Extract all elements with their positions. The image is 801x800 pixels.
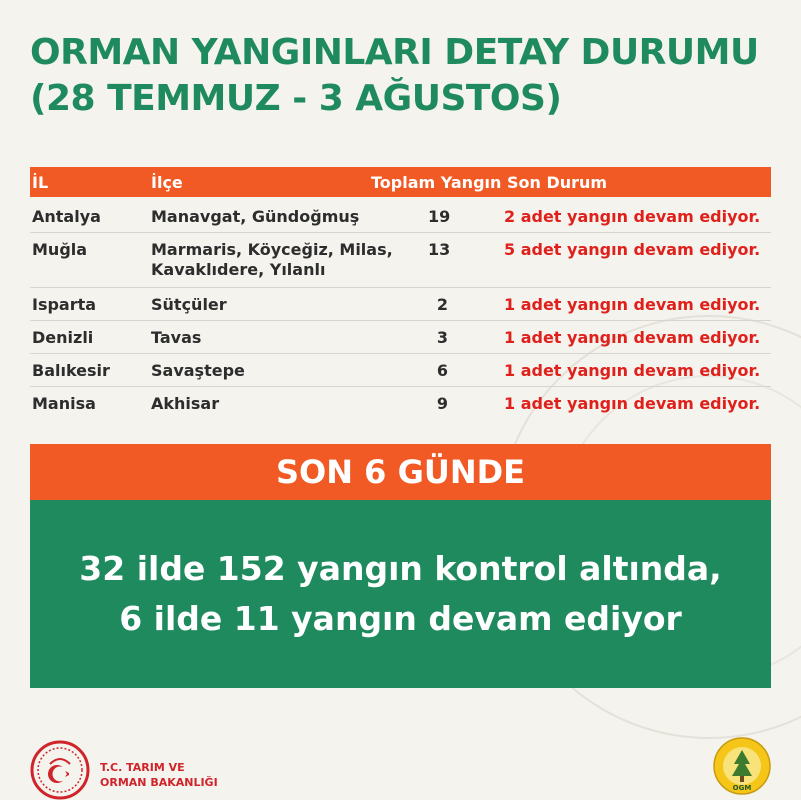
table-row [30, 200, 771, 233]
table-row [30, 321, 771, 354]
cell-ilce-line2: Kavaklıdere, Yılanlı [151, 260, 326, 279]
cell-toplam: 3 [436, 328, 448, 347]
cell-durum: 1 adet yangın devam ediyor. [504, 361, 761, 380]
table-row [30, 288, 771, 321]
summary-line-2: 6 ilde 11 yangın devam ediyor [119, 599, 682, 638]
ogm-badge-text: OGM [732, 784, 752, 792]
cell-il: Isparta [32, 295, 97, 314]
table-row [30, 387, 771, 419]
cell-il: Denizli [32, 328, 94, 347]
cell-durum: 5 adet yangın devam ediyor. [504, 240, 761, 259]
summary-heading: SON 6 GÜNDE [30, 444, 771, 500]
cell-durum: 1 adet yangın devam ediyor. [504, 295, 761, 314]
cell-ilce: Savaştepe [151, 361, 245, 380]
header-il: İL [32, 173, 49, 192]
ministry-line-1: T.C. TARIM VE [100, 761, 185, 774]
summary-line-1: 32 ilde 152 yangın kontrol altında, [79, 549, 722, 588]
title-line-2: (28 TEMMUZ - 3 AĞUSTOS) [30, 78, 562, 119]
cell-ilce: Akhisar [151, 394, 220, 413]
cell-ilce: Manavgat, Gündoğmuş [151, 207, 360, 226]
cell-durum: 2 adet yangın devam ediyor. [504, 207, 761, 226]
cell-ilce: Marmaris, Köyceğiz, Milas, [151, 240, 393, 259]
cell-toplam: 6 [436, 361, 448, 380]
cell-toplam: 9 [436, 394, 448, 413]
ogm-logo-icon [712, 736, 772, 796]
table-header [30, 167, 771, 197]
cell-toplam: 19 [428, 207, 451, 226]
cell-toplam: 2 [436, 295, 448, 314]
table-row [30, 354, 771, 387]
ministry-name [100, 760, 218, 790]
fire-table [30, 200, 771, 419]
cell-il: Manisa [32, 394, 96, 413]
page-title [30, 30, 780, 122]
header-ilce: İlçe [151, 173, 183, 192]
ministry-line-2: ORMAN BAKANLIĞI [100, 776, 218, 789]
table-row [30, 233, 771, 288]
ministry-logo-icon [30, 740, 90, 800]
title-line-1: ORMAN YANGINLARI DETAY DURUMU [30, 32, 759, 73]
cell-ilce: Sütçüler [151, 295, 227, 314]
cell-ilce: Tavas [151, 328, 202, 347]
cell-il: Balıkesir [32, 361, 110, 380]
cell-il: Antalya [32, 207, 101, 226]
summary-box [30, 500, 771, 688]
header-toplam: Toplam Yangın [371, 173, 502, 192]
cell-durum: 1 adet yangın devam ediyor. [504, 394, 761, 413]
cell-il: Muğla [32, 240, 88, 259]
cell-toplam: 13 [428, 240, 451, 259]
cell-durum: 1 adet yangın devam ediyor. [504, 328, 761, 347]
header-durum: Son Durum [507, 173, 608, 192]
